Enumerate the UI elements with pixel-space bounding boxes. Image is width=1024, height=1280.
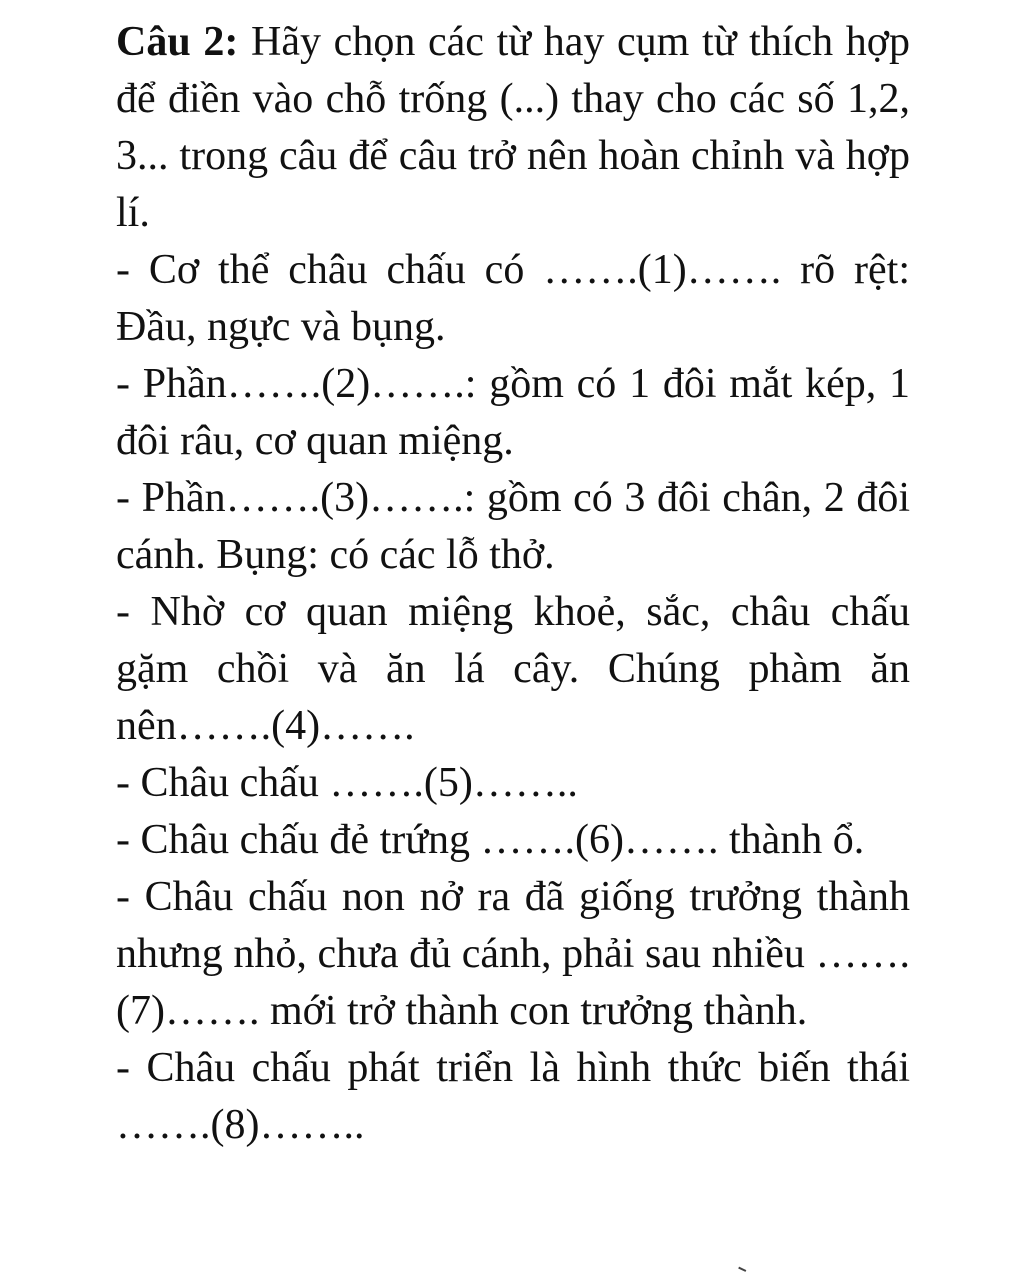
fill-item-5: - Châu chấu …….(5)……..: [116, 760, 578, 806]
fill-item-3: - Phần…….(3)…….: gồm có 3 đôi chân, 2 đôi cánh. Bụng: có các lỗ thở.: [116, 475, 910, 578]
question-prompt: Hãy chọn các từ hay cụm từ thích hợp để điền vào chỗ trống (...) thay cho các số 1,2, 3... trong câu để câu trở nên hoàn chỉnh và hợp lí.: [116, 19, 910, 236]
fill-item-8: - Châu chấu phát triển là hình thức biến thái …….(8)……..: [116, 1045, 910, 1148]
fill-item-6: - Châu chấu đẻ trứng …….(6)……. thành ổ.: [116, 817, 865, 863]
document-page: [116, 14, 910, 1154]
fill-item-7: - Châu chấu non nở ra đã giống trưởng thành nhưng nhỏ, chưa đủ cánh, phải sau nhiều …….(7)……. mới trở thành con trưởng thành.: [116, 874, 910, 1034]
fill-item-1: - Cơ thể châu chấu có …….(1)……. rõ rệt: Đầu, ngực và bụng.: [116, 247, 910, 350]
fill-item-4: - Nhờ cơ quan miệng khoẻ, sắc, châu chấu gặm chồi và ăn lá cây. Chúng phàm ăn nên…….(4)…….: [116, 589, 910, 749]
cut-off-text-mark: [736, 1267, 747, 1278]
fill-item-2: - Phần…….(2)…….: gồm có 1 đôi mắt kép, 1 đôi râu, cơ quan miệng.: [116, 361, 910, 464]
question-paragraph: [116, 14, 910, 242]
question-label: Câu 2:: [116, 19, 239, 65]
